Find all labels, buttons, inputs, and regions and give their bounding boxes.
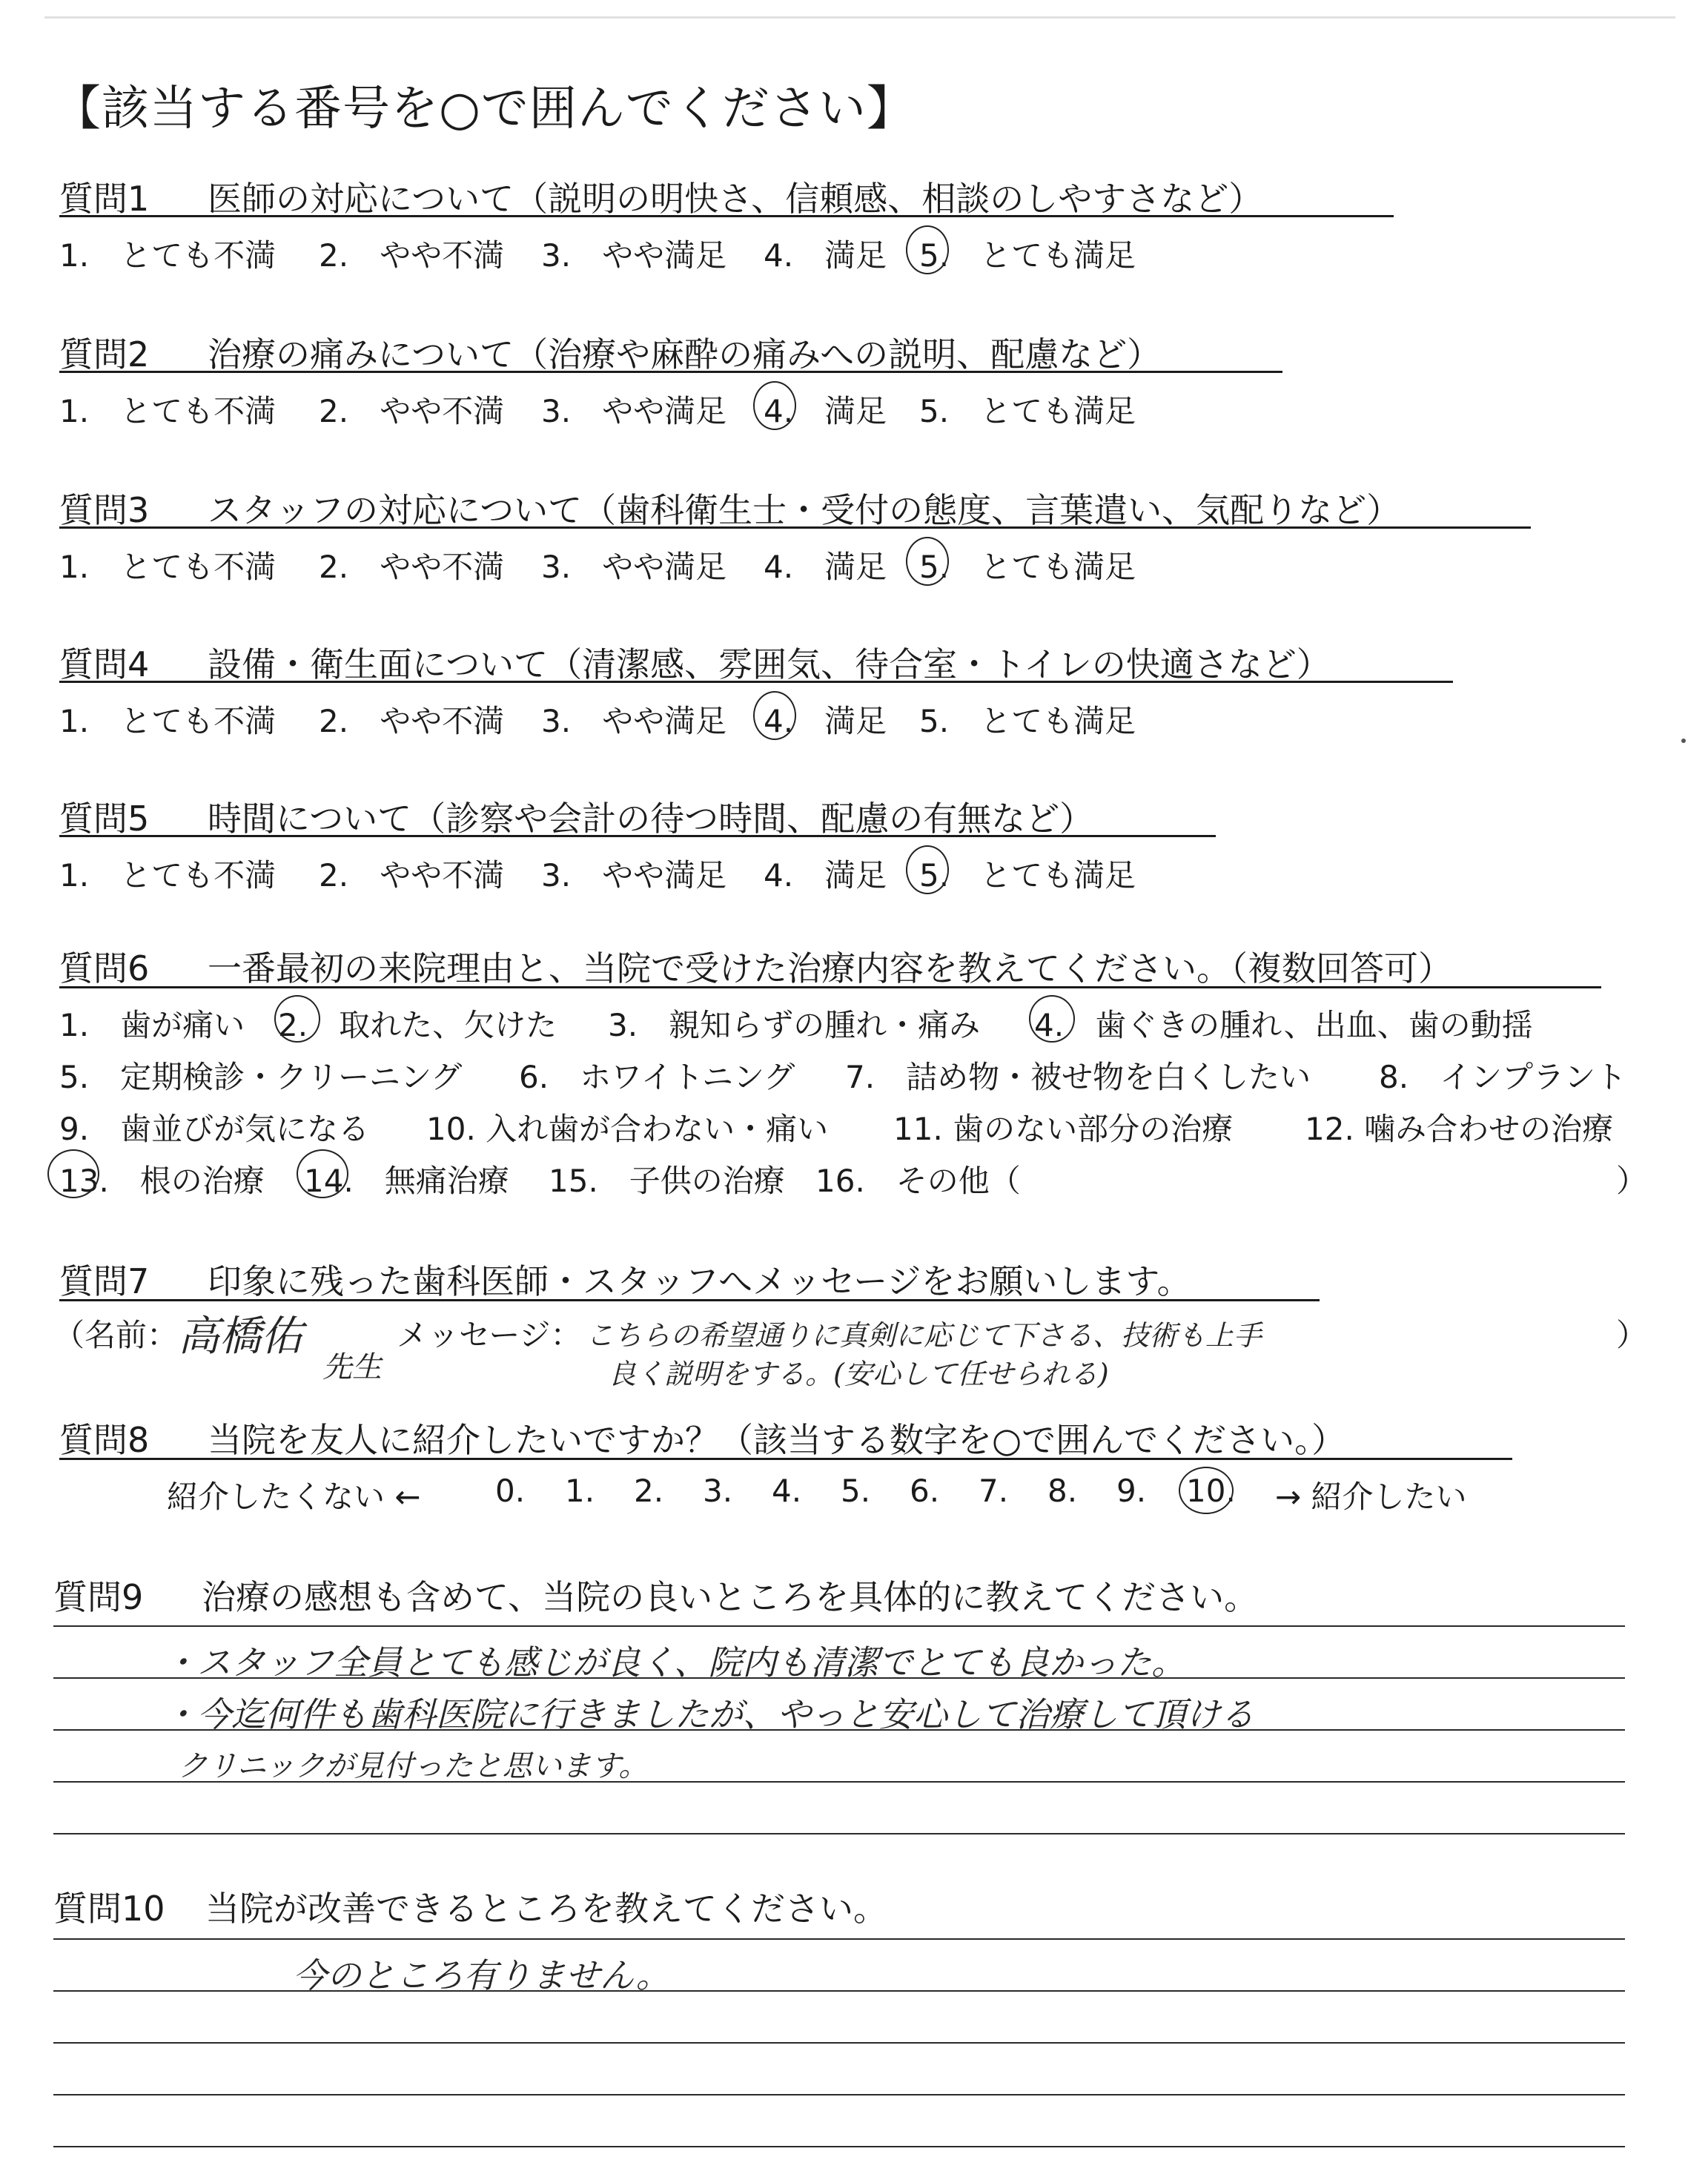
answer-line-3[interactable]: クリニックが見付ったと思います。 bbox=[178, 1749, 649, 1783]
question-text: 治療の痛みについて（治療や麻酔の痛みへの説明、配慮など） bbox=[208, 334, 1162, 374]
message-line-2[interactable]: 良く説明をする。(安心して任せられる) bbox=[608, 1358, 1109, 1390]
question-number: 質問7 bbox=[59, 1261, 150, 1301]
question-text: 医師の対応について（説明の明快さ、信頼感、相談のしやすさなど） bbox=[208, 179, 1263, 219]
selection-circle bbox=[906, 845, 949, 894]
options-q1 bbox=[0, 231, 1708, 276]
question-number: 質問4 bbox=[59, 644, 150, 684]
stray-mark bbox=[1681, 739, 1686, 743]
question-underline bbox=[59, 986, 1601, 988]
scale-1[interactable]: 1. bbox=[565, 1473, 595, 1509]
question-number: 質問3 bbox=[59, 490, 150, 530]
question-underline bbox=[59, 835, 1216, 837]
q6-option-5[interactable]: 5. 定期検診・クリーニング bbox=[59, 1059, 463, 1095]
q6-option-4[interactable]: 4. 歯ぐきの腫れ、出血、歯の動揺 bbox=[1034, 1007, 1533, 1043]
option-3[interactable]: 3. やや満足 bbox=[541, 237, 727, 274]
option-1[interactable]: 1. とても不満 bbox=[59, 237, 277, 274]
option-4[interactable]: 4. 満足 bbox=[764, 237, 887, 274]
scale-right-label: → 紹介したい bbox=[1275, 1479, 1467, 1515]
answer-rule bbox=[53, 2042, 1625, 2044]
q6-option-3[interactable]: 3. 親知らずの腫れ・痛み bbox=[608, 1007, 981, 1043]
scale-0[interactable]: 0. bbox=[495, 1473, 526, 1509]
message-line-1[interactable]: こちらの希望通りに真剣に応じて下さる、技術も上手 bbox=[586, 1319, 1262, 1352]
option-2[interactable]: 2. やや不満 bbox=[319, 857, 505, 894]
question-text: 設備・衛生面について（清潔感、雰囲気、待合室・トイレの快適さなど） bbox=[208, 644, 1331, 684]
options-q6 bbox=[0, 1001, 1708, 1223]
top-border bbox=[44, 16, 1675, 19]
question-text: 時間について（診察や会計の待つ時間、配慮の有無など） bbox=[208, 799, 1094, 839]
option-2[interactable]: 2. やや不満 bbox=[319, 703, 505, 739]
option-2[interactable]: 2. やや不満 bbox=[319, 393, 505, 429]
question-number: 質問8 bbox=[59, 1420, 150, 1460]
selection-circle bbox=[47, 1149, 99, 1198]
question-text: スタッフの対応について（歯科衛生士・受付の態度、言葉遣い、気配りなど） bbox=[208, 490, 1401, 530]
question-underline bbox=[59, 371, 1282, 373]
option-3[interactable]: 3. やや満足 bbox=[541, 393, 727, 429]
answer-rule bbox=[53, 1625, 1625, 1627]
message-close-paren: ） bbox=[1616, 1317, 1648, 1353]
question-underline bbox=[59, 526, 1531, 529]
selection-circle bbox=[1029, 995, 1075, 1043]
question-text: 当院が改善できるところを教えてください。 bbox=[205, 1889, 887, 1929]
question-2 bbox=[59, 328, 1161, 377]
option-5[interactable]: 5. とても満足 bbox=[919, 549, 1136, 585]
selection-circle bbox=[906, 537, 949, 586]
question-number: 質問1 bbox=[59, 179, 150, 219]
option-1[interactable]: 1. とても不満 bbox=[59, 703, 277, 739]
question-text: 治療の感想も含めて、当院の良いところを具体的に教えてください。 bbox=[202, 1577, 1259, 1617]
option-2[interactable]: 2. やや不満 bbox=[319, 237, 505, 274]
options-q3 bbox=[0, 543, 1708, 587]
q6-option-12[interactable]: 12. 噛み合わせの治療 bbox=[1305, 1111, 1614, 1147]
option-1[interactable]: 1. とても不満 bbox=[59, 857, 277, 894]
answer-line-2[interactable]: ・今迄何件も歯科医院に行きましたが、やっと安心して治療して頂ける bbox=[163, 1694, 1254, 1734]
question-6 bbox=[59, 942, 1452, 991]
selection-circle bbox=[753, 381, 796, 430]
q6-option-10[interactable]: 10. 入れ歯が合わない・痛い bbox=[426, 1111, 829, 1147]
scale-8[interactable]: 8. bbox=[1047, 1473, 1078, 1509]
q6-option-15[interactable]: 15. 子供の治療 bbox=[549, 1163, 785, 1199]
option-5[interactable]: 5. とても満足 bbox=[919, 393, 1136, 429]
q6-option-8[interactable]: 8. インプラント bbox=[1379, 1059, 1627, 1095]
q6-option-2[interactable]: 2. 取れた、欠けた bbox=[278, 1007, 557, 1043]
q6-option-13[interactable]: 13. 根の治療 bbox=[59, 1163, 265, 1199]
question-text: 当院を友人に紹介したいですか？（該当する数字を○で囲んでください。） bbox=[208, 1420, 1346, 1460]
question-number: 質問5 bbox=[59, 799, 150, 839]
option-5[interactable]: 5. とても満足 bbox=[919, 703, 1136, 739]
q6-option-1[interactable]: 1. 歯が痛い bbox=[59, 1007, 245, 1043]
question-3 bbox=[59, 483, 1400, 532]
question-number: 質問6 bbox=[59, 948, 150, 988]
question-number: 質問9 bbox=[53, 1577, 144, 1617]
question-underline bbox=[59, 1299, 1320, 1301]
answer-rule bbox=[53, 1833, 1625, 1834]
question-text: 印象に残った歯科医師・スタッフへメッセージをお願いします。 bbox=[208, 1261, 1191, 1301]
option-4[interactable]: 4. 満足 bbox=[764, 703, 887, 739]
question-8 bbox=[59, 1413, 1345, 1462]
q6-option-11[interactable]: 11. 歯のない部分の治療 bbox=[893, 1111, 1234, 1147]
question-underline bbox=[59, 681, 1453, 683]
option-5[interactable]: 5. とても満足 bbox=[919, 237, 1136, 274]
option-4[interactable]: 4. 満足 bbox=[764, 549, 887, 585]
scale-5[interactable]: 5. bbox=[841, 1473, 871, 1509]
scale-10[interactable]: 10. bbox=[1186, 1473, 1236, 1509]
question-text: 一番最初の来院理由と、当院で受けた治療内容を教えてください。（複数回答可） bbox=[208, 948, 1452, 988]
answer-rule bbox=[53, 1990, 1625, 1992]
question-10 bbox=[53, 1882, 887, 1931]
option-2[interactable]: 2. やや不満 bbox=[319, 549, 505, 585]
options-q5 bbox=[0, 851, 1708, 896]
doctor-title: 先生 bbox=[322, 1350, 382, 1384]
message-label: メッセージ： bbox=[397, 1317, 582, 1353]
q6-option-16[interactable]: 16. その他（ bbox=[815, 1163, 1021, 1199]
options-q2 bbox=[0, 387, 1708, 432]
selection-circle bbox=[274, 995, 320, 1043]
name-label: （名前： bbox=[53, 1317, 179, 1353]
selection-circle bbox=[906, 225, 949, 274]
question-5 bbox=[59, 792, 1093, 841]
question-underline bbox=[59, 1458, 1512, 1460]
scale-9[interactable]: 9. bbox=[1116, 1473, 1147, 1509]
q6-close-paren: ） bbox=[1616, 1163, 1648, 1199]
question-9 bbox=[53, 1571, 1258, 1619]
options-q8 bbox=[0, 1473, 1708, 1517]
page-title: 【該当する番号を○で囲んでください】 bbox=[53, 82, 915, 136]
selection-circle bbox=[753, 691, 796, 740]
option-3[interactable]: 3. やや満足 bbox=[541, 857, 727, 894]
question-number: 質問10 bbox=[53, 1889, 165, 1929]
q6-option-14[interactable]: 14. 無痛治療 bbox=[304, 1163, 509, 1199]
option-3[interactable]: 3. やや満足 bbox=[541, 549, 727, 585]
option-1[interactable]: 1. とても不満 bbox=[59, 393, 277, 429]
options-q4 bbox=[0, 697, 1708, 742]
answer-rule bbox=[53, 2146, 1625, 2147]
answer-rule bbox=[53, 2094, 1625, 2095]
answer-line-1[interactable]: ・スタッフ全員とても感じが良く、院内も清潔でとても良かった。 bbox=[163, 1642, 1186, 1682]
option-3[interactable]: 3. やや満足 bbox=[541, 703, 727, 739]
option-1[interactable]: 1. とても不満 bbox=[59, 549, 277, 585]
question-4 bbox=[59, 638, 1331, 687]
scale-left-label: 紹介したくない ← bbox=[167, 1479, 421, 1515]
scale-4[interactable]: 4. bbox=[772, 1473, 802, 1509]
scale-3[interactable]: 3. bbox=[703, 1473, 733, 1509]
scale-2[interactable]: 2. bbox=[634, 1473, 664, 1509]
option-4[interactable]: 4. 満足 bbox=[764, 393, 887, 429]
doctor-name[interactable]: 高橋佑 bbox=[178, 1312, 302, 1361]
selection-circle bbox=[297, 1149, 348, 1198]
question-1 bbox=[59, 172, 1262, 221]
q6-option-7[interactable]: 7. 詰め物・被せ物を白くしたい bbox=[845, 1059, 1311, 1095]
q6-option-9[interactable]: 9. 歯並びが気になる bbox=[59, 1111, 370, 1147]
q6-option-6[interactable]: 6. ホワイトニング bbox=[519, 1059, 795, 1095]
selection-circle bbox=[1179, 1467, 1234, 1514]
question-underline bbox=[59, 215, 1394, 217]
option-5[interactable]: 5. とても満足 bbox=[919, 857, 1136, 894]
question-number: 質問2 bbox=[59, 334, 150, 374]
option-4[interactable]: 4. 満足 bbox=[764, 857, 887, 894]
scale-7[interactable]: 7. bbox=[979, 1473, 1009, 1509]
scale-6[interactable]: 6. bbox=[910, 1473, 940, 1509]
question-7 bbox=[59, 1255, 1191, 1304]
answer-rule bbox=[53, 1938, 1625, 1940]
improvement-answer[interactable]: 今のところ有りません。 bbox=[293, 1955, 670, 1995]
